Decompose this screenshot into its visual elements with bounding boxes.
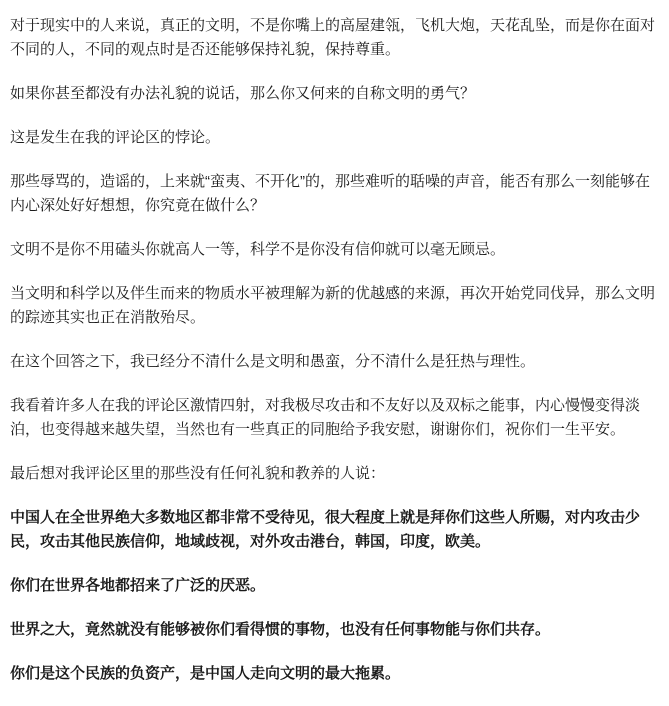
paragraph-6: 当文明和科学以及伴生而来的物质水平被理解为新的优越感的来源，再次开始党同伐异，那么文明的踪迹其实也正在消散殆尽。 — [10, 285, 656, 326]
paragraph-7: 在这个回答之下，我已经分不清什么是文明和愚蛮，分不清什么是狂热与理性。 — [10, 353, 536, 370]
paragraph-3: 这是发生在我的评论区的悖论。 — [10, 129, 221, 146]
paragraph-13: 你们是这个民族的负资产，是中国人走向文明的最大拖累。 — [10, 665, 401, 682]
paragraph-12: 世界之大，竟然就没有能够被你们看得惯的事物，也没有任何事物能与你们共存。 — [10, 621, 551, 638]
paragraph-10: 中国人在全世界绝大多数地区都非常不受待见，很大程度上就是拜你们这些人所赐，对内攻击少民，攻击其他民族信仰，地域歧视，对外攻击港台，韩国，印度，欧美。 — [10, 509, 641, 550]
paragraph-5: 文明不是你不用磕头你就高人一等，科学不是你没有信仰就可以毫无顾忌。 — [10, 241, 506, 258]
paragraph-1: 对于现实中的人来说，真正的文明，不是你嘴上的高屋建瓴，飞机大炮，天花乱坠，而是你在面对不同的人，不同的观点时是否还能够保持礼貌，保持尊重。 — [10, 17, 656, 58]
paragraph-9: 最后想对我评论区里的那些没有任何礼貌和教养的人说： — [10, 465, 386, 482]
paragraph-4: 那些辱骂的，造谣的，上来就“蛮夷、不开化”的，那些难听的聒噪的声音，能否有那么一刻能够在内心深处好好想想，你究竟在做什么？ — [10, 173, 650, 214]
paragraph-2: 如果你甚至都没有办法礼貌的说话，那么你又何来的自称文明的勇气？ — [10, 85, 476, 102]
paragraph-8: 我看着许多人在我的评论区激情四射，对我极尽攻击和不友好以及双标之能事，内心慢慢变得淡泊，也变得越来越失望，当然也有一些真正的同胞给予我安慰，谢谢你们，祝你们一生平安。 — [10, 397, 641, 438]
paragraph-11: 你们在世界各地都招来了广泛的厌恶。 — [10, 577, 266, 594]
